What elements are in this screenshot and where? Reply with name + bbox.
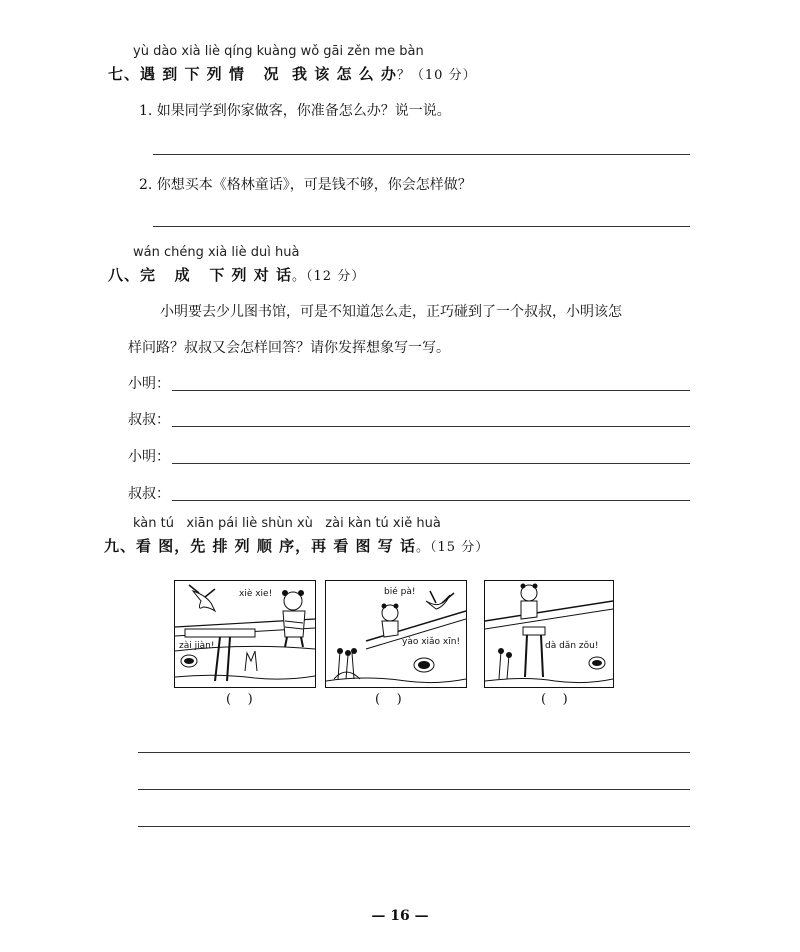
answer-line-7-2[interactable] xyxy=(153,226,690,227)
section9-score: 。（15 分） xyxy=(416,540,490,555)
section7-title xyxy=(108,63,477,84)
panel-2-bubble-2: yào xiǎo xīn! xyxy=(402,637,461,647)
section8-paragraph-line2: 样问路？叔叔又会怎样回答？请你发挥想象写一写。 xyxy=(128,340,450,356)
dialogue-label-shushu-2: 叔叔： xyxy=(128,486,170,502)
writing-line-1[interactable] xyxy=(138,752,690,753)
answer-line-7-1[interactable] xyxy=(153,154,690,155)
section8-paragraph-line1: 小明要去少儿图书馆，可是不知道怎么走，正巧碰到了一个叔叔，小明该怎 xyxy=(160,304,622,320)
panel-1-bubble-2: zài jiàn! xyxy=(179,641,215,651)
section9-pinyin: kàn tú xiān pái liè shùn xù zài kàn tú xiě huà xyxy=(133,516,441,531)
writing-line-2[interactable] xyxy=(138,789,690,790)
page-number: — 16 — xyxy=(371,908,429,924)
panel-1-bubble-1: xiè xie! xyxy=(239,589,273,599)
dialogue-line-3[interactable] xyxy=(172,463,690,464)
section7-pinyin: yù dào xià liè qíng kuàng wǒ gāi zěn me bàn xyxy=(133,44,424,59)
dialogue-line-2[interactable] xyxy=(172,426,690,427)
panel-3-illustration xyxy=(485,581,613,687)
panel-1-order-blank[interactable]: ( ) xyxy=(226,692,253,707)
dialogue-label-shushu-1: 叔叔： xyxy=(128,412,170,428)
section7-title-text: 七、遇 到 下 列 情 况 我 该 怎 么 办 xyxy=(108,65,397,83)
panel-3-order-blank[interactable]: ( ) xyxy=(541,692,568,707)
section8-title xyxy=(108,264,365,285)
section9-title-text: 九、看 图，先 排 列 顺 序，再 看 图 写 话 xyxy=(104,537,417,555)
panel-2-bubble-1: bié pà! xyxy=(384,587,416,597)
section7-question-2: 2. 你想买本《格林童话》，可是钱不够，你会怎样做？ xyxy=(139,177,472,193)
section9-title xyxy=(104,535,489,556)
picture-panel-2 xyxy=(325,580,467,688)
panel-2-order-blank[interactable]: ( ) xyxy=(375,692,402,707)
picture-panel-1 xyxy=(174,580,316,688)
writing-line-3[interactable] xyxy=(138,826,690,827)
dialogue-label-xiaoming-2: 小明： xyxy=(128,449,170,465)
dialogue-label-xiaoming-1: 小明： xyxy=(128,376,170,392)
panel-3-bubble-1: dà dǎn zǒu! xyxy=(545,641,599,651)
section8-score: 。（12 分） xyxy=(292,269,366,284)
picture-panel-3 xyxy=(484,580,614,688)
section8-title-text: 八、完 成 下 列 对 话 xyxy=(108,266,293,284)
section8-pinyin: wán chéng xià liè duì huà xyxy=(133,245,300,260)
dialogue-line-1[interactable] xyxy=(172,390,690,391)
section7-score: ？（10 分） xyxy=(396,68,477,83)
section7-question-1: 1. 如果同学到你家做客，你准备怎么办？说一说。 xyxy=(139,103,451,119)
dialogue-line-4[interactable] xyxy=(172,500,690,501)
